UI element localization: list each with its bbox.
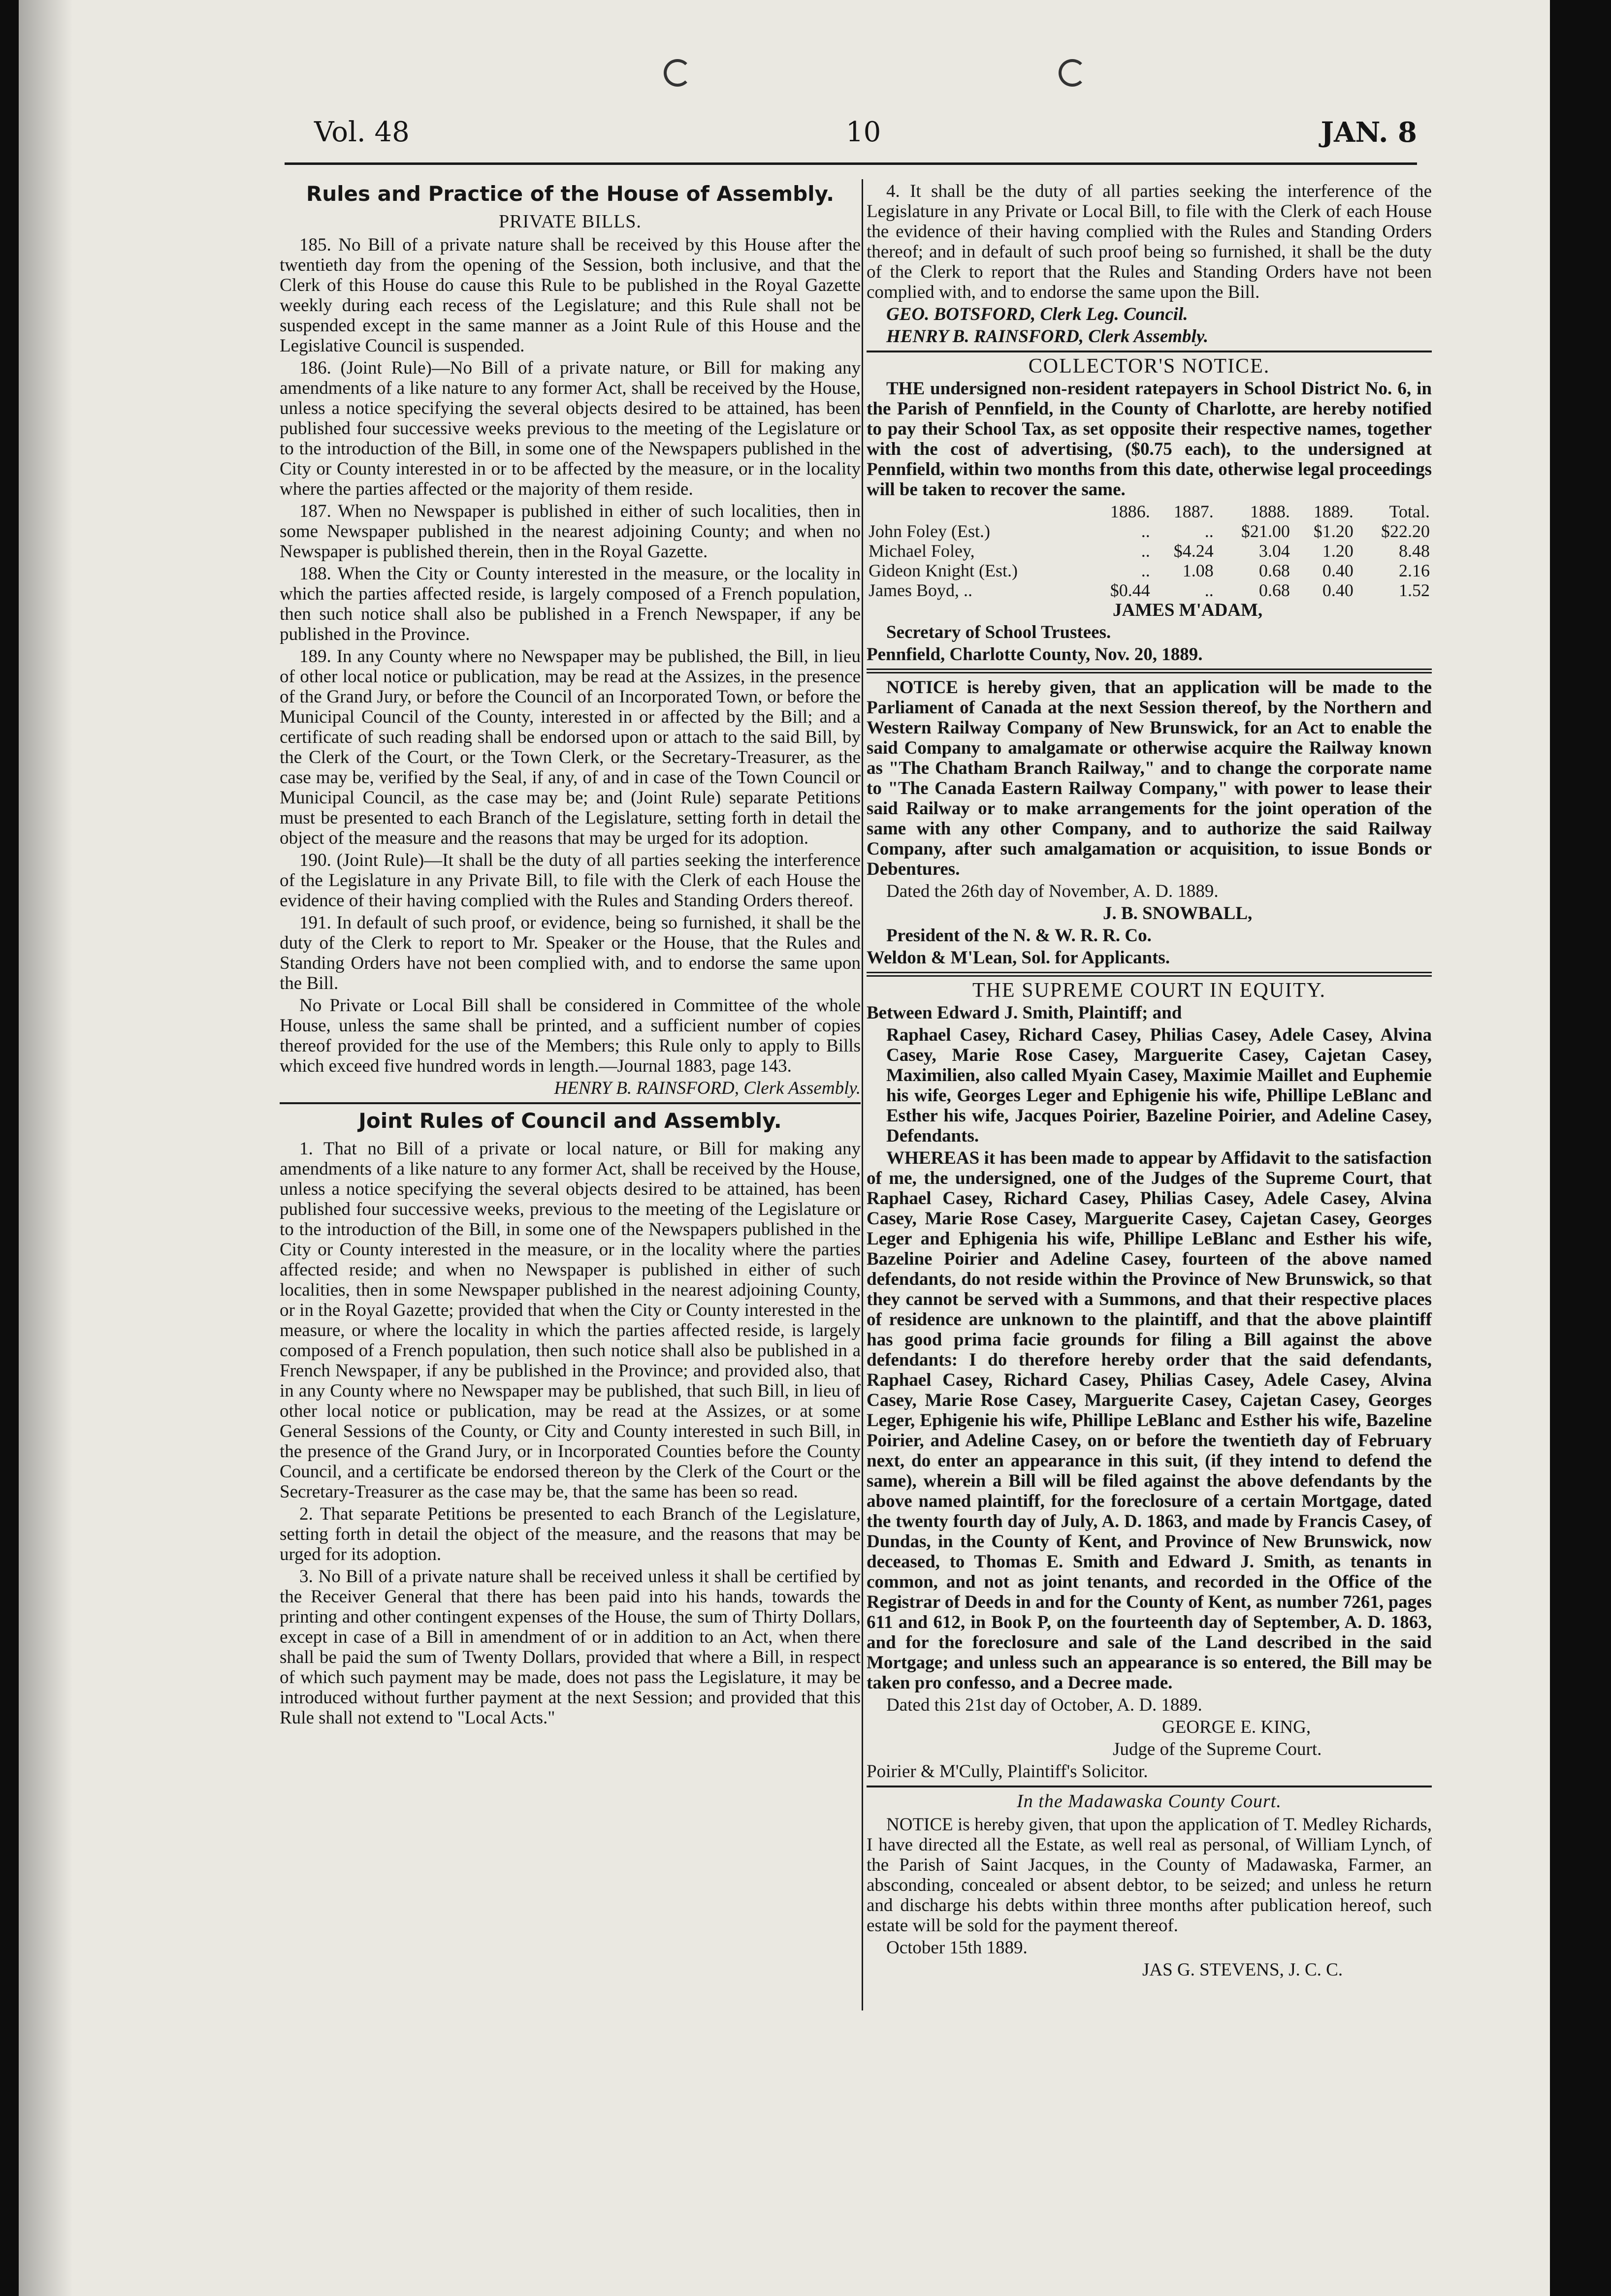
- issue-date: JAN. 8: [1321, 116, 1417, 149]
- solicitor-line: Weldon & M'Lean, Sol. for Applicants.: [867, 948, 1170, 968]
- table-cell: 0.68: [1258, 561, 1290, 580]
- notice-text: NOTICE is hereby given, that upon the application of T. Medley Richards, I have directed all the Estate, as well real as personal, of William Lynch, of the Parish of Saint Jacques, in the County of Madawaska, Farmer, an absconding, concealed or absent debtor, to be seized; and unless he return and discharge his debts within three months after publication hereof, such estate will be sold for the payment thereof.: [867, 1815, 1432, 1936]
- section-divider: [280, 1102, 861, 1104]
- court-order-text: WHEREAS it has been made to appear by Affidavit to the satisfaction of me, the undersigned, one of the Judges of the Supreme Court, that Raphael Casey, Richard Casey, Philias Casey, Adele Casey, Alvina Casey, Marie Rose Casey, Marguerite Casey, Cajetan Casey, Georges Leger and Ephigenia his wife, Phillipe LeBlanc and Esther his wife, Bazeline Poirier and Adeline Casey, fourteen of the above named defendants, do not reside within the Province of New Brunswick, so that they cannot be served with a Summons, and that their respective places of residence are unknown to the plaintiff, and that the above plaintiff has good prima facie grounds for filing a Bill against the above defendants: I do therefore hereby order that the said defendants, Raphael Casey, Richard Casey, Philias Casey, Adele Casey, Alvina Casey, Marie Rose Casey, Marguerite Casey, Cajetan Casey, Georges Leger, Ephigenie his wife, Phillipe LeBlanc and Esther his wife, Bazeline Poirier, and Adeline Casey, on or before the twentieth day of February next, do enter an appearance in this suit, (if they intend to defend the same), wherein a Bill will be filed against the above defendants by the above named plaintiff, for the foreclosure of a certain Mortgage, dated the twenty fourth day of July, A. D. 1863, and made by Francis Casey, of Dundas, in the County of Kent, and Province of New Brunswick, now deceased, to Thomas E. Smith and Edward J. Smith, as tenants in common, and not as joint tenants, and recorded in the Office of the Registrar of Deeds in and for the County of Kent, as number 7261, pages 611 and 612, in Book P, on the fourteenth day of September, A. D. 1863, and for the foreclosure and sale of the Land described in the said Mortgage; and unless such an appearance is so entered, the Bill may be taken pro confesso, and a Decree made.: [867, 1148, 1432, 1693]
- table-cell: 8.48: [1399, 541, 1430, 561]
- table-header-cell: 1887.: [1173, 502, 1214, 521]
- secretary-name: JAMES M'ADAM,: [1113, 600, 1263, 620]
- table-cell: 0.40: [1322, 561, 1353, 580]
- binder-hole-mark: [1059, 59, 1086, 87]
- table-cell: ..: [1141, 541, 1150, 561]
- binder-hole-mark: [664, 59, 691, 87]
- right-column: [867, 181, 1432, 1982]
- table-cell: Gideon Knight (Est.): [869, 561, 1018, 580]
- rule-paragraph: 191. In default of such proof, or evidence, being so furnished, it shall be the duty of the Clerk to report to Mr. Speaker or the House, that the Rules and Standing Orders have not been complied with, and to endorse the same upon the Bill.: [280, 913, 861, 993]
- table-cell: ..: [1141, 561, 1150, 580]
- left-column: [280, 181, 861, 1730]
- joint-rule-paragraph: 2. That separate Petitions be presented to each Branch of the Legislature, setting forth in detail the object of the measure, and the reasons that may be urged for its adoption.: [280, 1504, 861, 1564]
- volume-number: Vol. 48: [314, 116, 410, 148]
- header-rule: [285, 162, 1417, 165]
- table-row: [867, 580, 1432, 600]
- joint-rule-paragraph: 4. It shall be the duty of all parties seeking the interference of the Legislature in any Private or Local Bill, to file with the Clerk of each House the evidence of their having complied with the Rules and Standing Orders thereof; and in default of such proof being so furnished, it shall be the duty of the Clerk to report that the Rules and Standing Orders have not been complied with, and to endorse the same upon the Bill.: [867, 181, 1432, 302]
- section-title: Rules and Practice of the House of Assembly.: [306, 182, 835, 206]
- table-cell: Michael Foley,: [869, 541, 975, 561]
- notice-text: THE undersigned non-resident ratepayers in School District No. 6, in the Parish of Pennfield, in the County of Charlotte, are hereby notified to pay their School Tax, as set opposite their respective names, together with the cost of advertising, ($0.75 each), to the undersigned at Pennfield, within two months from this date, otherwise legal proceedings will be taken to recover the same.: [867, 379, 1432, 500]
- section-divider: [867, 669, 1432, 673]
- president-title: President of the N. & W. R. R. Co.: [886, 925, 1152, 946]
- table-cell: 0.40: [1322, 580, 1353, 600]
- rule-paragraph: 186. (Joint Rule)—No Bill of a private nature, or Bill for making any amendments of a like nature to any former Act, shall be received by the House, unless a notice specifying the several objects desired to be attained, has been published four successive weeks previous to the meeting of the Legislature or to the introduction of the Bill, in some one of the Newspapers published in the City or County interested in or to be affected by the measure, or in the locality where the parties affected or the majority of them reside.: [280, 358, 861, 499]
- table-cell: ..: [1204, 521, 1214, 541]
- court-date: Dated this 21st day of October, A. D. 1889.: [886, 1695, 1202, 1715]
- table-row: [867, 521, 1432, 541]
- table-header-cell: [867, 502, 1089, 521]
- table-header-cell: Total.: [1389, 502, 1430, 521]
- table-header-cell: 1888.: [1250, 502, 1290, 521]
- notice-date: Dated the 26th day of November, A. D. 1889.: [886, 881, 1219, 901]
- page-number: 10: [846, 116, 881, 148]
- president-name: J. B. SNOWBALL,: [1103, 903, 1253, 924]
- rule-paragraph: No Private or Local Bill shall be considered in Committee of the whole House, unless the same shall be printed, and a sufficient number of copies thereof provided for the use of the Members; this Rule only to apply to Bills which exceed five hundred words in length.—Journal 1883, page 143.: [280, 995, 861, 1076]
- joint-rule-paragraph: 3. No Bill of a private nature shall be received unless it shall be certified by the Receiver General that there has been paid into his hands, towards the printing and other contingent expenses of the House, the sum of Thirty Dollars, except in case of a Bill in amendment of or in addition to an Act, when there shall be paid the sum of Twenty Dollars, provided that where a Bill, in respect of which such payment may be made, does not pass the Legislature, it may be introduced without further payment at the next Session; and provided that this Rule shall not extend to "Local Acts.": [280, 1566, 861, 1728]
- section-title: Joint Rules of Council and Assembly.: [358, 1109, 782, 1133]
- table-cell: $0.44: [1110, 580, 1150, 600]
- table-cell: 3.04: [1258, 541, 1290, 561]
- rule-paragraph: 188. When the City or County interested in the measure, or the locality in which the parties affected reside, is largely composed of a French population, then such notice shall also be published in a French Newspaper, if any be published in the Province.: [280, 564, 861, 644]
- table-header-row: [867, 502, 1432, 521]
- clerk-signature: HENRY B. RAINSFORD, Clerk Assembly.: [554, 1078, 861, 1098]
- table-cell: ..: [1204, 580, 1214, 600]
- table-cell: John Foley (Est.): [869, 521, 990, 541]
- solicitor-line: Poirier & M'Cully, Plaintiff's Solicitor.: [867, 1761, 1148, 1782]
- table-cell: $1.20: [1313, 521, 1353, 541]
- section-subhead: PRIVATE BILLS.: [499, 211, 642, 232]
- table-cell: ..: [1141, 521, 1150, 541]
- rule-paragraph: 189. In any County where no Newspaper may be published, the Bill, in lieu of other local notice or publication, may be read at the Assizes, in the presence of the Grand Jury, or before the Council of an Incorporated Town, or before the Municipal Council of the County, interested in or affected by the Bill; and a certificate of such reading shall be endorsed upon or attach to the said Bill, by the Clerk of the Court, or the Town Clerk, or the Secretary-Treasurer, as the case may be, verified by the Seal, if any, of and in case of the Town Council or Municipal Council, as the case may be; and (Joint Rule) separate Petitions must be presented to each Branch of the Legislature, setting forth in detail the object of the measure and the reasons that may be urged for its adoption.: [280, 646, 861, 848]
- notice-text: NOTICE is hereby given, that an application will be made to the Parliament of Canada at the next Session thereof, by the Northern and Western Railway Company of New Brunswick, for an Act to enable the said Company to amalgamate or otherwise acquire the Railway known as "The Chatham Branch Railway," and to change the corporate name to "The Canada Eastern Railway Company," with power to lease their said Railway or to make arrangements for the joint operation of the same with any other Company, and to authorize the said Railway Company, after such amalgamation or acquisition, to issue Bonds or Debentures.: [867, 677, 1432, 879]
- judge-title: Judge of the Supreme Court.: [1113, 1739, 1322, 1759]
- table-cell: $22.20: [1381, 521, 1430, 541]
- court-heading: In the Madawaska County Court.: [1017, 1791, 1282, 1812]
- table-cell: 1.52: [1399, 580, 1430, 600]
- clerk-signature: GEO. BOTSFORD, Clerk Leg. Council.: [886, 304, 1188, 324]
- section-divider: [867, 1786, 1432, 1787]
- rule-paragraph: 185. No Bill of a private nature shall be received by this House after the twentieth day from the opening of the Session, both inclusive, and that the Clerk of this House do cause this Rule to be published in the Royal Gazette weekly during each recess of the Legislature; and this Rule shall not be suspended except in the same manner as a Joint Rule of this House and the Legislative Council is suspended.: [280, 235, 861, 356]
- column-rule: [862, 179, 863, 2010]
- judge-name: GEORGE E. KING,: [1162, 1717, 1311, 1737]
- joint-rule-paragraph: 1. That no Bill of a private or local nature, or Bill for making any amendments of a like nature to any former Act, shall be received by the House, unless a notice specifying the several objects desired to be attained, has been published four successive weeks, previous to the meeting of the Legislature or to the introduction of the Bill, in some one of the Newspapers published in the City or County interested in the measure, or in the locality where the parties affected reside; and when no Newspaper is published in either of such localities, then in some Newspaper published in the nearest adjoining County, or in the Royal Gazette; provided that when the City or County interested in the measure, or where the locality in which the parties affected reside, is largely composed of a French population, then such notice shall also be published in a French Newspaper, if any be published in the Province; and provided also, that in any County where no Newspaper may be published, that such Bill, in lieu of other local notice or publication, may be read at the Assizes, or at some General Sessions of the County, or City and County interested in such Bill, in the presence of the Grand Jury, or in Incorporated Counties before the County Council, and a certificate be endorsed thereon by the Clerk of the Court or the Secretary-Treasurer as the case may be, that the same has been so read.: [280, 1139, 861, 1502]
- section-divider: [867, 351, 1432, 352]
- table-cell: $21.00: [1241, 521, 1290, 541]
- page-header: [294, 116, 1417, 156]
- tax-table: [867, 502, 1432, 600]
- rule-paragraph: 190. (Joint Rule)—It shall be the duty of all parties seeking the interference of the Legislature in any Private Bill, to file with the Clerk of each House the evidence of their having complied with the Rules and Standing Orders thereof.: [280, 850, 861, 911]
- table-cell: 2.16: [1399, 561, 1430, 580]
- table-cell: 0.68: [1258, 580, 1290, 600]
- newspaper-page: [19, 0, 1550, 2296]
- notice-date: October 15th 1889.: [886, 1938, 1028, 1958]
- notice-title: THE SUPREME COURT IN EQUITY.: [972, 979, 1326, 1002]
- table-cell: 1.20: [1322, 541, 1353, 561]
- notice-place-date: Pennfield, Charlotte County, Nov. 20, 1889.: [867, 644, 1203, 665]
- rule-paragraph: 187. When no Newspaper is published in either of such localities, then in some Newspaper published in the nearest adjoining County; and when no Newspaper is published therein, then in the Royal Gazette.: [280, 501, 861, 562]
- secretary-title: Secretary of School Trustees.: [886, 622, 1111, 642]
- table-cell: 1.08: [1182, 561, 1214, 580]
- table-header-cell: 1886.: [1110, 502, 1150, 521]
- table-row: [867, 561, 1432, 580]
- table-header-cell: 1889.: [1313, 502, 1353, 521]
- table-cell: $4.24: [1173, 541, 1214, 561]
- notice-title: COLLECTOR'S NOTICE.: [1028, 355, 1270, 378]
- court-between: Between Edward J. Smith, Plaintiff; and: [867, 1003, 1182, 1023]
- judge-signature: JAS G. STEVENS, J. C. C.: [1142, 1960, 1343, 1980]
- table-cell: James Boyd, ..: [869, 580, 972, 600]
- table-row: [867, 541, 1432, 561]
- clerk-signature: HENRY B. RAINSFORD, Clerk Assembly.: [886, 326, 1209, 347]
- section-divider: [867, 972, 1432, 977]
- page-edge-shadow: [19, 0, 73, 2296]
- court-parties: Raphael Casey, Richard Casey, Philias Casey, Adele Casey, Alvina Casey, Marie Rose Casey, Marguerite Casey, Cajetan Casey, Maximilien, also called Myain Casey, Maximie Maillet and Euphemie his wife, Georges Leger and Ephigenie his wife, Phillipe LeBlanc and Esther his wife, Jacques Poirier, Bazeline Poirier, and Adeline Casey, Defendants.: [886, 1025, 1432, 1146]
